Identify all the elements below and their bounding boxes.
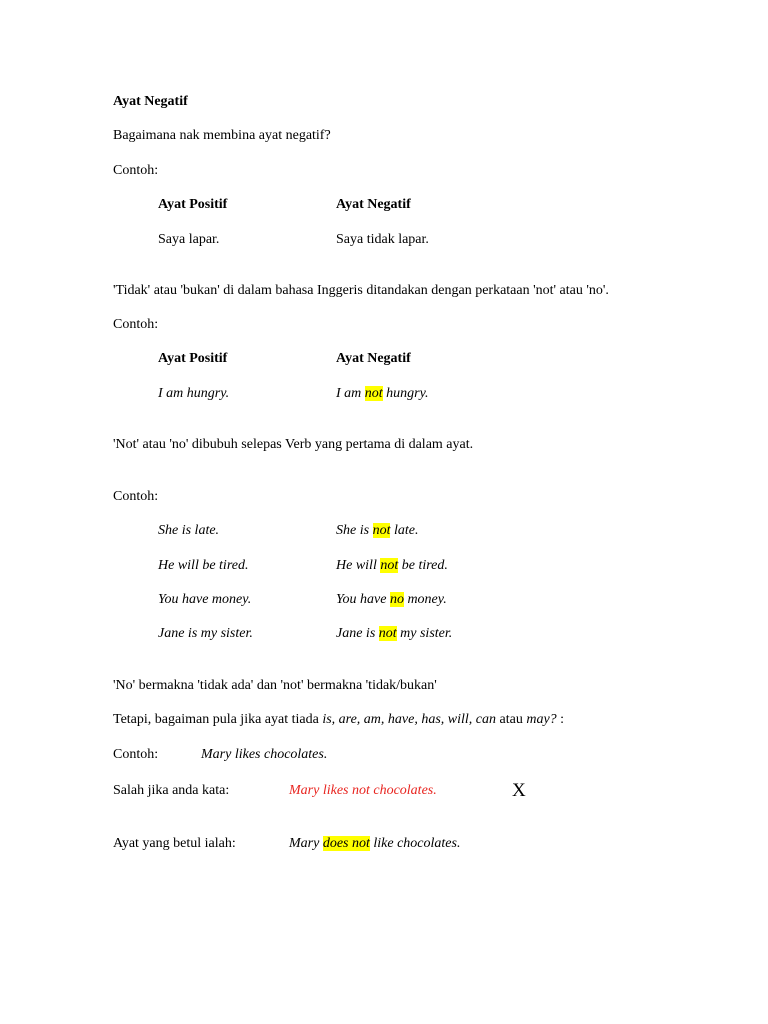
- highlight-not: not: [380, 558, 399, 573]
- table1-negative-sentence: Saya tidak lapar.: [336, 232, 429, 247]
- example-negative: Jane is not my sister.: [336, 626, 453, 641]
- verb-may: may?: [526, 712, 557, 727]
- contoh-final-sentence: Mary likes chocolates.: [201, 747, 328, 762]
- example-positive: Jane is my sister.: [158, 626, 253, 641]
- highlight-no: no: [389, 592, 404, 607]
- page-title: Ayat Negatif: [113, 94, 188, 109]
- contoh-label: Contoh:: [113, 317, 159, 332]
- table2-header-positive: Ayat Positif: [158, 351, 228, 366]
- verb-list: is, are, am, have, has, will, can: [322, 712, 497, 727]
- highlight-not: not: [378, 626, 397, 641]
- however-text: Tetapi, bagaiman pula jika ayat tiada is, are, am, have, has, will, can atau may? :: [113, 712, 565, 727]
- contoh-label: Contoh:: [113, 163, 159, 178]
- table1-header-negative: Ayat Negatif: [336, 197, 411, 212]
- table2-header-negative: Ayat Negatif: [336, 351, 411, 366]
- example-negative: You have no money.: [336, 592, 447, 607]
- highlight-not: not: [364, 386, 383, 401]
- example-positive: He will be tired.: [158, 558, 249, 573]
- table2-negative-sentence: I am not hungry.: [336, 386, 429, 401]
- contoh-label: Contoh:: [113, 489, 159, 504]
- explanation-not-no: 'Tidak' atau 'bukan' di dalam bahasa Inggeris ditandakan dengan perkataan 'not' atau 'no'.: [113, 283, 609, 298]
- wrong-sentence: Mary likes not chocolates.: [289, 783, 437, 798]
- right-sentence: Mary does not like chocolates.: [289, 836, 461, 851]
- highlight-does-not: does not: [322, 836, 370, 851]
- table2-positive-sentence: I am hungry.: [158, 386, 230, 401]
- example-positive: You have money.: [158, 592, 252, 607]
- explanation-placement: 'Not' atau 'no' dibubuh selepas Verb yang pertama di dalam ayat.: [113, 437, 474, 452]
- question-text: Bagaimana nak membina ayat negatif?: [113, 128, 331, 143]
- wrong-x-mark: X: [512, 780, 526, 801]
- table1-header-positive: Ayat Positif: [158, 197, 228, 212]
- example-negative: She is not late.: [336, 523, 419, 538]
- table1-positive-sentence: Saya lapar.: [158, 232, 220, 247]
- right-label: Ayat yang betul ialah:: [113, 836, 236, 851]
- contoh-final-label: Contoh:: [113, 747, 159, 762]
- example-positive: She is late.: [158, 523, 220, 538]
- wrong-label: Salah jika anda kata:: [113, 783, 230, 798]
- meaning-text: 'No' bermakna 'tidak ada' dan 'not' bermakna 'tidak/bukan': [113, 678, 437, 693]
- example-negative: He will not be tired.: [336, 558, 448, 573]
- highlight-not: not: [372, 523, 391, 538]
